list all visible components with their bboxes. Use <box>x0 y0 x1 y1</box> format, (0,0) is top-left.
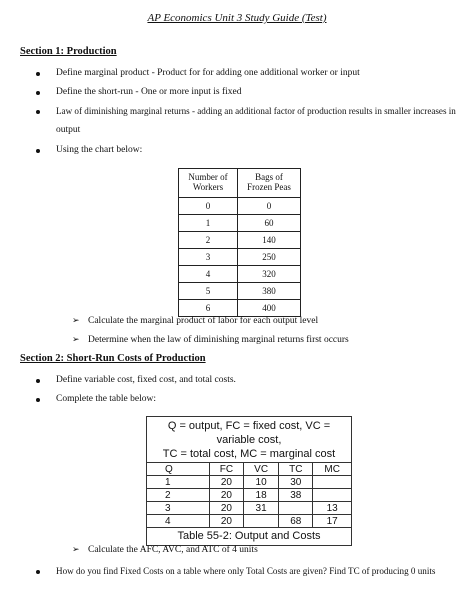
table-row: 0 0 <box>179 198 301 215</box>
section-1-heading: Section 1: Production <box>20 46 117 57</box>
col-tc: TC <box>279 463 313 476</box>
cost-table-box <box>146 416 352 546</box>
cost-table-legend: Q = output, FC = fixed cost, VC = variable cost, TC = total cost, MC = marginal cost <box>147 417 351 463</box>
arrow-icon: ➢ <box>72 335 80 345</box>
header-number-of-workers: Number of Workers <box>179 169 238 198</box>
table-row: 4 20 68 17 <box>147 515 351 528</box>
bullet-dot <box>36 570 40 574</box>
arrow-icon: ➢ <box>72 316 80 326</box>
arrow-item-afc-avc-atc: ➢ Calculate the AFC, AVC, and ATC of 4 units <box>72 545 258 555</box>
table-row: 2 140 <box>179 232 301 249</box>
col-q: Q <box>147 463 209 476</box>
table-row: 5 380 <box>179 283 301 300</box>
arrow-item-marginal-product: ➢ Calculate the marginal product of labor for each output level <box>72 316 319 326</box>
cost-table-caption: Table 55-2: Output and Costs <box>177 530 321 542</box>
cost-table <box>147 463 351 528</box>
study-guide-page: AP Economics Unit 3 Study Guide (Test) Section 1: Production Define marginal product - Product for for adding one additional worker or input Define the short-run - One or more input is fixed Law of diminishing marginal returns - adding an additional factor of production results in smaller increases in output Using the chart below: Number of Workers Bags of Frozen Peas 0 0 1 60 2 140 3 250 4 320 5 380 6 400 ➢ Calculate the marginal product of labor for each output level ➢ Determine when the law of diminishing marginal returns first occurs Section 2: Short-Run Costs of Production Define variable cost, fixed cost, and total costs. Complete the table below: Q = output, FC = fixed cost, VC = variable cost, TC = total cost, MC = marginal cost Q FC VC TC MC 1 20 10 30 2 20 18 38 3 20 31 13 4 20 68 17 Table 55-2: Output and Costs ➢ Calculate the AFC, AVC, and ATC of 4 units How do you find Fixed Costs on a table where only Total Costs are given? Find TC of producing 0 units <box>0 0 474 613</box>
col-vc: VC <box>243 463 278 476</box>
table-row: 1 20 10 30 <box>147 476 351 489</box>
table-row: 2 20 18 38 <box>147 489 351 502</box>
col-mc: MC <box>313 463 351 476</box>
bullet-dot <box>36 72 40 76</box>
section-2-heading: Section 2: Short-Run Costs of Production <box>20 353 206 364</box>
bullet-dot <box>36 379 40 383</box>
table-row: 3 250 <box>179 249 301 266</box>
table-row: 6 400 <box>179 300 301 317</box>
table-row: 4 320 <box>179 266 301 283</box>
workers-peas-table <box>178 168 301 317</box>
col-fc: FC <box>209 463 243 476</box>
page-title: AP Economics Unit 3 Study Guide (Test) <box>147 12 327 24</box>
bullet-dot <box>36 91 40 95</box>
header-bags-frozen-peas: Bags of Frozen Peas <box>238 169 301 198</box>
bullet-dot <box>36 149 40 153</box>
table-row: 3 20 31 13 <box>147 502 351 515</box>
table-row: 1 60 <box>179 215 301 232</box>
arrow-item-diminishing: ➢ Determine when the law of diminishing marginal returns first occurs <box>72 335 349 345</box>
arrow-icon: ➢ <box>72 545 80 555</box>
bullet-dot <box>36 398 40 402</box>
bullet-dot <box>36 110 40 114</box>
